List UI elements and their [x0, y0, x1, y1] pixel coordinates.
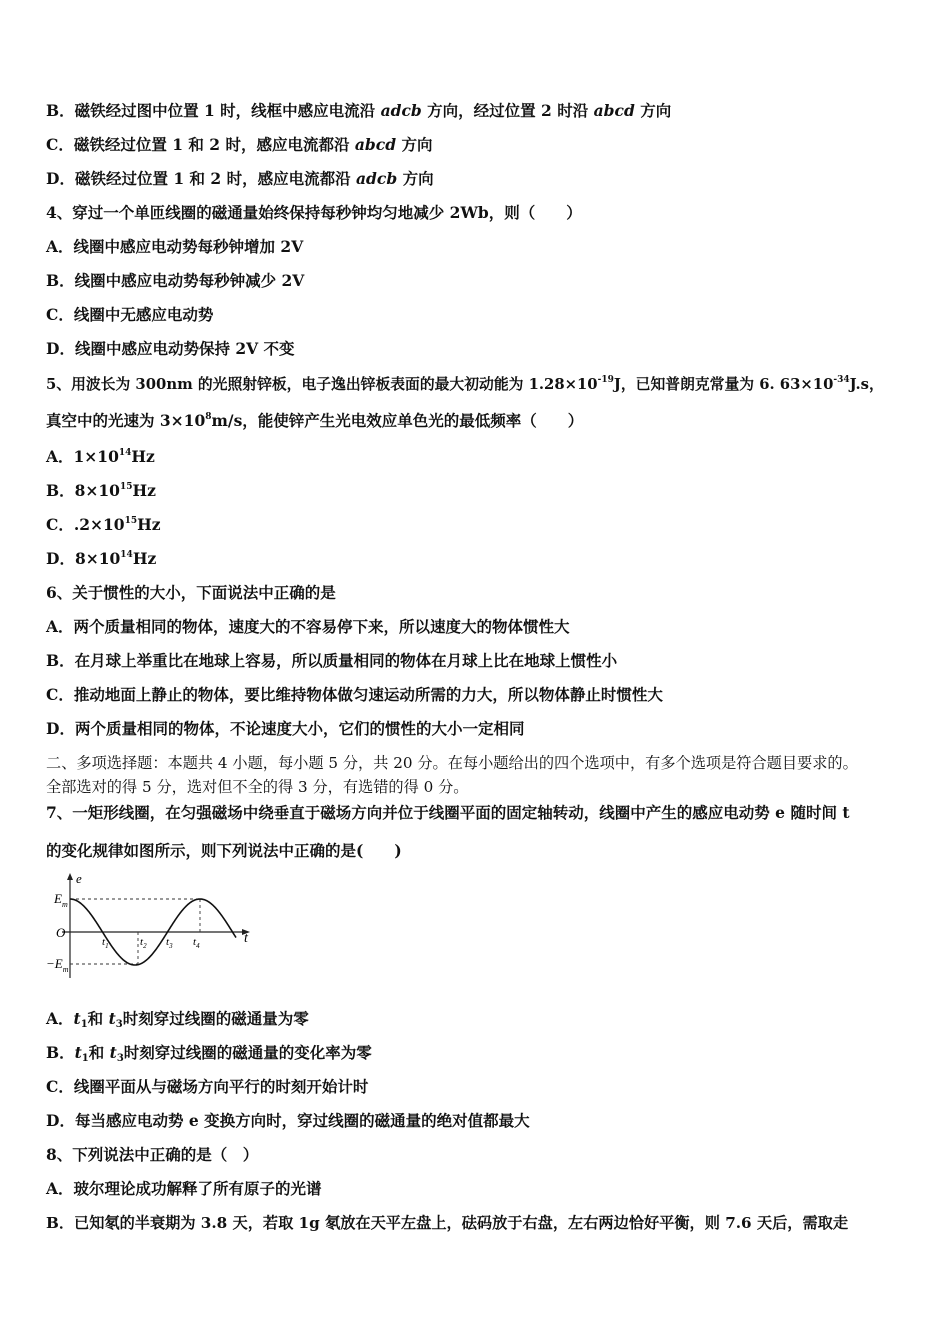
option-a-q8: A．玻尔理论成功解释了所有原子的光谱 — [46, 1179, 322, 1198]
question-8: 8、下列说法中正确的是（ ） — [46, 1145, 259, 1164]
option-a-q5: A．$1\times 10^{14}Hz$ — [46, 447, 155, 466]
tick-t2: $t_2$ — [140, 936, 147, 950]
question-5-line-1: 5、用波长为 300nm 的光照射锌板，电子逸出锌板表面的最大初动能为 $1.28\times 10^{-19}J$，已知普朗克常量为 6. $63\times 10^{-34}J.s$， — [46, 375, 884, 393]
option-c-q3: C．磁铁经过位置 1 和 2 时，感应电流都沿 abcd 方向 — [46, 135, 433, 154]
option-c-q5: C．$.2\times 10^{15}Hz$ — [46, 515, 161, 534]
section-2-heading: 二、多项选择题：本题共 4 小题，每小题 5 分，共 20 分。在每小题给出的四个选项中，有多个选项是符合题目要求的。 — [46, 754, 858, 772]
option-b-q6: B．在月球上举重比在地球上容易，所以质量相同的物体在月球上比在地球上惯性小 — [46, 651, 618, 670]
option-d-q6: D．两个质量相同的物体，不论速度大小，它们的惯性的大小一定相同 — [46, 719, 525, 738]
tick-t3: $t_3$ — [166, 936, 173, 950]
t-axis-label: t — [244, 931, 248, 946]
em-label: $E_m$ — [54, 891, 68, 909]
option-b-q8: B．已知氡的半衰期为 3.8 天，若取 1g 氡放在天平左盘上，砝码放于右盘，左右两边恰好平衡，则 7.6 天后，需取走 — [46, 1214, 849, 1232]
tick-t4: $t_4$ — [193, 936, 200, 950]
section-2-scoring: 全部选对的得 5 分，选对但不全的得 3 分，有选错的得 0 分。 — [46, 778, 469, 796]
option-c-q4: C．线圈中无感应电动势 — [46, 305, 214, 324]
question-6: 6、关于惯性的大小，下面说法中正确的是 — [46, 583, 336, 602]
e-axis-arrow — [67, 873, 73, 880]
question-7-line-1: 7、一矩形线圈，在匀强磁场中绕垂直于磁场方向并位于线圈平面的固定轴转动，线圈中产生的感应电动势 e 随时间 t — [46, 803, 850, 822]
emf-time-graph — [40, 868, 262, 986]
e-axis-label: e — [76, 871, 82, 886]
origin-label: O — [56, 925, 66, 940]
question-4: 4、穿过一个单匝线圈的磁通量始终保持每秒钟均匀地减少 2Wb，则（ ） — [46, 203, 582, 222]
option-b-q4: B．线圈中感应电动势每秒钟减少 2V — [46, 271, 305, 290]
option-c-q7: C．线圈平面从与磁场方向平行的时刻开始计时 — [46, 1077, 369, 1096]
option-c-q6: C．推动地面上静止的物体，要比维持物体做匀速运动所需的力大，所以物体静止时惯性大 — [46, 685, 663, 704]
question-5-line-2: 真空中的光速为 $3\times 10^8m/s$，能使锌产生光电效应单色光的最低频率（ ） — [46, 411, 584, 430]
option-b-q3: B．磁铁经过图中位置 1 时，线框中感应电流沿 adcb 方向，经过位置 2 时沿 abcd 方向 — [46, 101, 672, 120]
option-b-q5: B．$8\times 10^{15}Hz$ — [46, 481, 156, 500]
option-d-q7: D．每当感应电动势 e 变换方向时，穿过线圈的磁通量的绝对值都最大 — [46, 1111, 530, 1130]
option-d-q3: D．磁铁经过位置 1 和 2 时，感应电流都沿 adcb 方向 — [46, 169, 434, 188]
question-7-line-2: 的变化规律如图所示，则下列说法中正确的是( ) — [46, 841, 402, 860]
tick-t1: $t_1$ — [102, 936, 109, 950]
option-a-q4: A．线圈中感应电动势每秒钟增加 2V — [46, 237, 304, 256]
option-a-q6: A．两个质量相同的物体，速度大的不容易停下来，所以速度大的物体惯性大 — [46, 617, 570, 636]
option-a-q7: A．$t_1$和 $t_3$时刻穿过线圈的磁通量为零 — [46, 1009, 309, 1030]
option-b-q7: B．$t_1$和 $t_3$时刻穿过线圈的磁通量的变化率为零 — [46, 1043, 372, 1064]
option-d-q4: D．线圈中感应电动势保持 2V 不变 — [46, 339, 295, 358]
neg-em-label: $-E_m$ — [46, 956, 69, 974]
option-d-q5: D．$8\times 10^{14}Hz$ — [46, 549, 157, 568]
